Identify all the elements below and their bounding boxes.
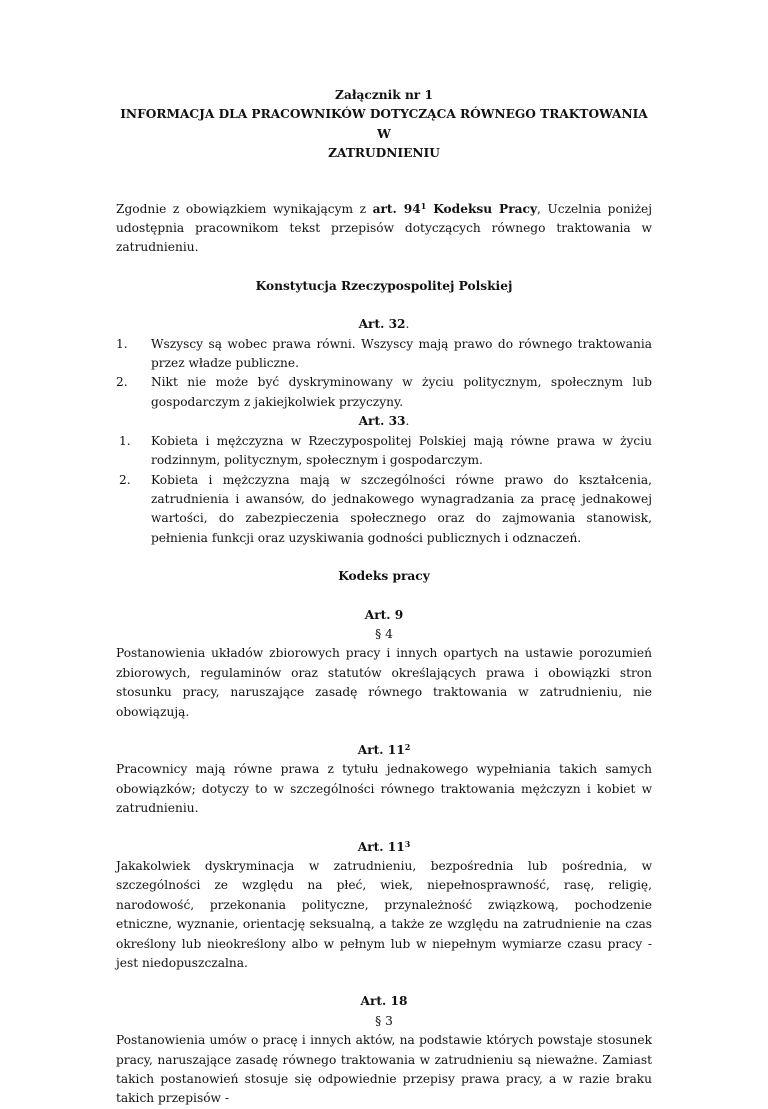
document-title-line-2: ZATRUDNIENIU bbox=[328, 146, 440, 161]
labor-code-heading: Kodeks pracy bbox=[338, 569, 430, 584]
art9-paragraph: § 4 bbox=[375, 626, 393, 641]
art11-3-title: Art. $11^3$ bbox=[357, 838, 411, 854]
art9-title: Art. 9 bbox=[364, 607, 404, 622]
intro-text-after: , Uczelnia poniżej udostępnia pracownikom tekst przepisów dotyczących równego traktowania w zatrudnieniu. bbox=[116, 201, 652, 255]
intro-article-ref: art. $94^1$ Kodeksu Pracy bbox=[372, 200, 538, 216]
list-item: 1. Kobieta i mężczyzna w Rzeczypospolitej Polskiej mają równe prawa w życiu rodzinnym, politycznym, społecznym i gospodarczym. bbox=[119, 433, 652, 468]
document-title-line-1: INFORMACJA DLA PRACOWNIKÓW DOTYCZĄCA RÓWNEGO TRAKTOWANIA W bbox=[120, 107, 648, 141]
document-body bbox=[116, 86, 652, 1109]
art11-2-text: Pracownicy mają równe prawa z tytułu jednakowego wypełniania takich samych obowiązków; dotyczy to w szczególności równego traktowania mężczyzn i kobiet w zatrudnieniu. bbox=[116, 762, 652, 816]
art18-title: Art. 18 bbox=[360, 994, 408, 1009]
intro-article-sup: 1 bbox=[420, 200, 427, 211]
art18-text: Postanowienia umów o pracę i innych aktów, na podstawie których powstaje stosunek pracy, naruszające zasadę równego traktowania w zatrudnieniu są nieważne. Zamiast takich postanowień stosuje się odpowiednie przepisy prawa pracy, a w razie braku takich przepisów - bbox=[116, 1033, 652, 1106]
list-item: 2. Nikt nie może być dyskryminowany w życiu politycznym, społecznym lub gospodarczym z jakiejkolwiek przyczyny. bbox=[116, 375, 652, 409]
art32-list bbox=[116, 335, 652, 413]
art33-title: Art. 33. bbox=[358, 414, 410, 429]
constitution-heading: Konstytucja Rzeczypospolitej Polskiej bbox=[255, 278, 513, 293]
art11-2-title: Art. $11^2$ bbox=[357, 741, 411, 757]
art11-3-text: Jakakolwiek dyskryminacja w zatrudnieniu, bezpośrednia lub pośrednia, w szczególności ze względu na płeć, wiek, niepełnosprawność, rasę, religię, narodowość, przekonania polityczne, przynależność związkową, pochodzenie etniczne, wyznanie, orientację seksualną, a także ze względu na zatrudnienie na czas określony lub nieokreślony albo w pełnym lub w niepełnym wymiarze czasu pracy - jest niedopuszczalna. bbox=[116, 859, 652, 971]
intro-paragraph bbox=[116, 200, 652, 258]
attachment-label: Załącznik nr 1 bbox=[335, 88, 433, 102]
intro-text-before: Zgodnie z obowiązkiem wynikającym z bbox=[116, 201, 373, 216]
list-item: 1. Wszyscy są wobec prawa równi. Wszyscy mają prawo do równego traktowania przez władze publiczne. bbox=[116, 336, 652, 371]
art18-paragraph: § 3 bbox=[375, 1013, 393, 1028]
art32-title: Art. 32. bbox=[358, 317, 410, 332]
list-item: 2. Kobieta i mężczyzna mają w szczególności równe prawo do kształcenia, zatrudnienia i awansów, do jednakowego wynagradzania za pracę jednakowej wartości, do zabezpieczenia społecznego oraz do zajmowania stanowisk, pełnienia funkcji oraz uzyskiwania godności publicznych i odznaczeń. bbox=[119, 472, 652, 545]
art33-list bbox=[116, 432, 652, 548]
art9-text: Postanowienia układów zbiorowych pracy i innych opartych na ustawie porozumień zbiorowych, regulaminów oraz statutów określających prawa i obowiązki stron stosunku pracy, naruszające zasadę równego traktowania w zatrudnieniu, nie obowiązują. bbox=[116, 646, 652, 719]
